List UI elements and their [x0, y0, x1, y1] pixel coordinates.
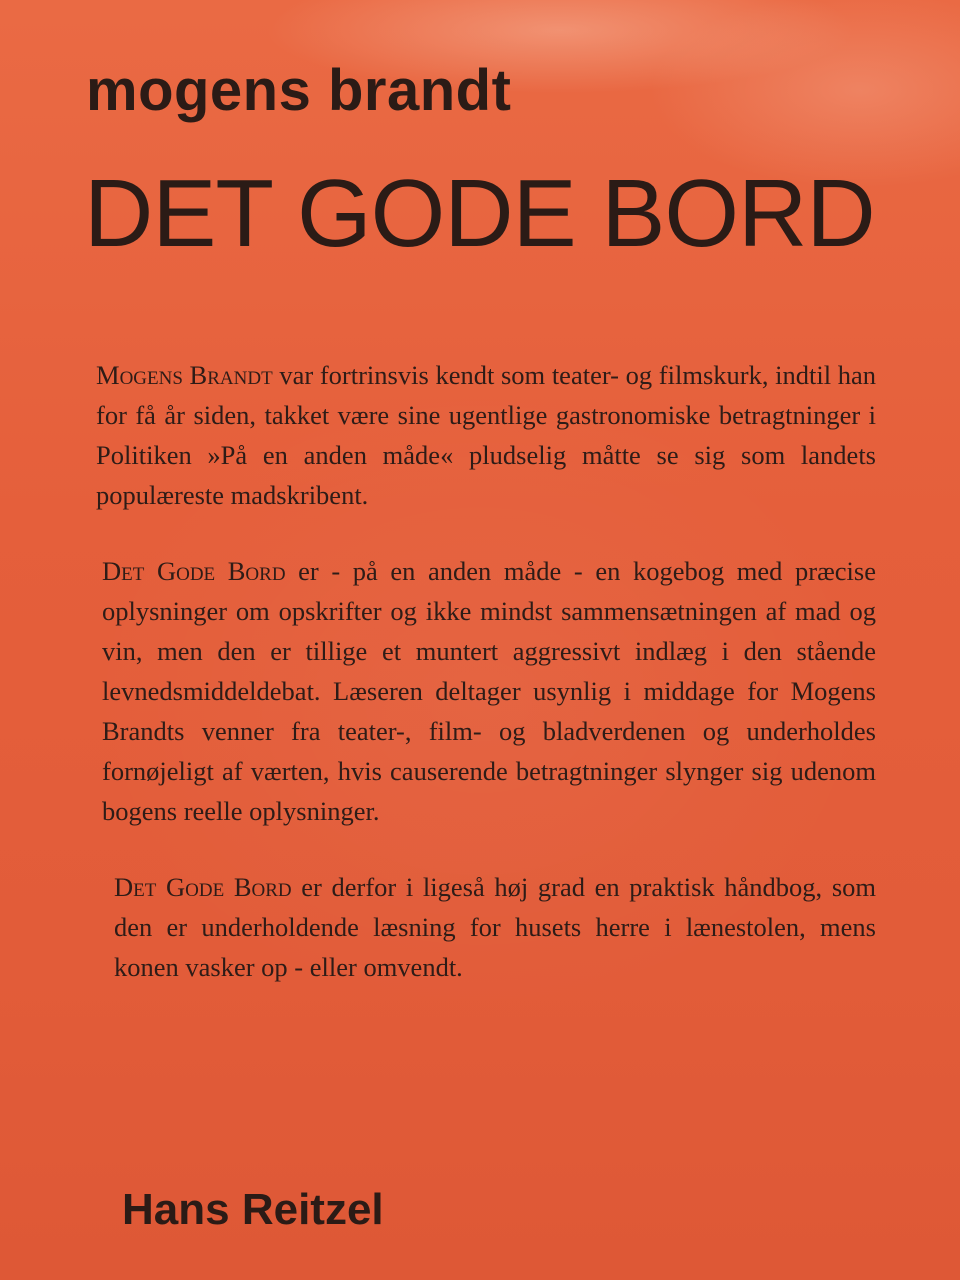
blurb-paragraph-2-lead: Det Gode Bord [102, 556, 286, 586]
blurb-paragraph-1-text: var fortrinsvis kendt som teater- og filmskurk, indtil han for få år siden, takket være sine ugentlige gastronomiske betragtninger i Politiken »På en anden måde« pludselig måtte se sig som landets populæreste madskribent. [96, 360, 876, 510]
blurb-paragraph-3-lead: Det Gode Bord [114, 872, 292, 902]
blurb-paragraph-3 [114, 867, 876, 987]
blurb-paragraph-1 [96, 355, 876, 515]
publisher-name: Hans Reitzel [122, 1185, 384, 1234]
blurb-paragraph-3-text: er derfor i ligeså høj grad en praktisk håndbog, som den er underholdende læsning for husets herre i lænestolen, mens konen vasker op - eller omvendt. [114, 872, 876, 982]
blurb-paragraph-2 [102, 551, 876, 831]
author-name: mogens brandt [86, 58, 512, 123]
blurb-text [96, 355, 876, 1023]
blurb-paragraph-2-text: er - på en anden måde - en kogebog med præcise oplysninger om opskrifter og ikke mindst sammensætningen af mad og vin, men den er tillige et muntert aggressivt indlæg i den stående levnedsmiddeldebat. Læseren deltager usynlig i middage for Mogens Brandts venner fra teater-, film- og bladverdenen og underholdes fornøjeligt af værten, hvis causerende betragtninger slynger sig udenom bogens reelle oplysninger. [102, 556, 876, 826]
blurb-paragraph-1-lead: Mogens Brandt [96, 360, 273, 390]
book-title: DET GODE BORD [84, 160, 875, 267]
